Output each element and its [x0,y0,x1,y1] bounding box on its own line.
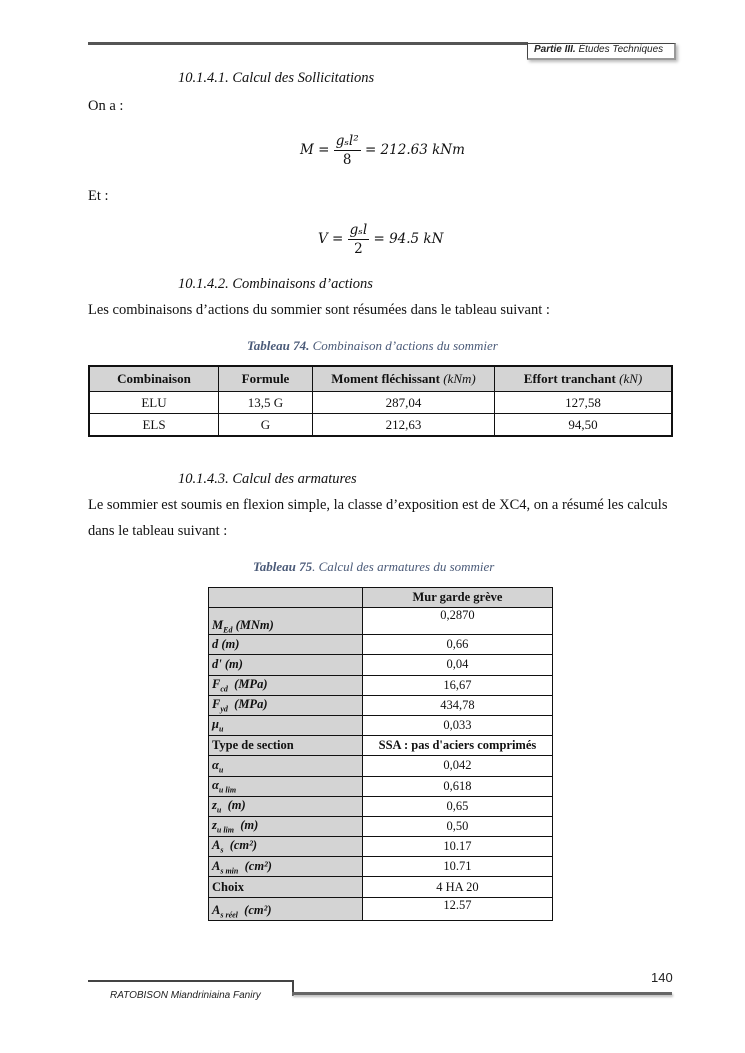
row-label-fyd: $F_{yd}$ (MPa) [209,695,363,715]
paragraph-armatures-2: dans le tableau suivant : [88,523,228,539]
table74-header-row [89,366,672,392]
table74-header: Moment fléchissant (kNm) [313,366,495,392]
table-row [209,635,553,655]
equation-shear [318,222,443,257]
table-cell: G [219,414,313,437]
running-header [534,44,663,55]
table-cell: 0,65 [362,796,552,816]
row-label-type-section: Type de section [209,736,363,756]
table-row [89,392,672,414]
row-label-mu: $\mu_u$ [209,715,363,735]
row-label-zu: $z_u$ (m) [209,796,363,816]
table-cell: 0,66 [362,635,552,655]
row-label-zulim: $z_{u lim}$ (m) [209,816,363,836]
table-row [209,877,553,897]
paragraph-et: Et : [88,188,109,204]
table74-header: Effort tranchant (kN) [495,366,673,392]
header-part: Partie III. [534,44,576,55]
table-cell: ELU [89,392,219,414]
row-label-alpha-ulim: $\alpha_{u lim}$ [209,776,363,796]
table74-header: Formule [219,366,313,392]
eq-v-numerator: gₛl [349,222,368,238]
table75-empty-cell [209,588,363,608]
table-combinaisons [88,365,673,437]
section-heading-sollicitations: 10.1.4.1. Calcul des Sollicitations [178,70,375,86]
table-cell: 10.17 [362,837,552,857]
table-row [209,796,553,816]
row-label-asmin: $A_{s min}$ (cm²) [209,857,363,877]
table-row [89,414,672,437]
row-label-alpha-u: $\alpha_u$ [209,756,363,776]
eq-m-lhs: M = [300,142,330,158]
section-heading-armatures: 10.1.4.3. Calcul des armatures [178,471,357,487]
row-label-med: $M_{Ed}$ (MNm) [209,608,363,635]
table-row [209,756,553,776]
table-row [209,715,553,735]
table74-caption-label: Tableau 74. [247,338,310,353]
row-label-fcd: $F_{cd}$ (MPa) [209,675,363,695]
paragraph-armatures-1: Le sommier est soumis en flexion simple, la classe d’exposition est de XC4, on a résumé les calculs [88,497,668,513]
row-label-asreel: $A_{s réel}$ (cm²) [209,897,363,920]
page-number: 140 [651,970,673,985]
row-label-d-prime: d' (m) [209,655,363,675]
table75-caption-label: Tableau 75 [253,559,313,574]
table-cell: 0,618 [362,776,552,796]
eq-v-denominator: 2 [354,241,363,257]
table-cell: 0,042 [362,756,552,776]
table-cell: 287,04 [313,392,495,414]
table74-caption-text: Combinaison d’actions du sommier [309,338,498,353]
header-title: Études Techniques [578,44,664,55]
paragraph-on-a: On a : [88,98,124,114]
equation-moment [300,133,465,168]
table-row [209,857,553,877]
eq-m-denominator: 8 [342,152,352,168]
table-cell: 10.71 [362,857,552,877]
table-cell: 434,78 [362,695,552,715]
table74-caption [247,338,498,354]
table-cell: 0,033 [362,715,552,735]
table-cell: ELS [89,414,219,437]
row-label-as: $A_s$ (cm²) [209,837,363,857]
table75-caption [253,559,494,575]
table-cell: SSA : pas d'aciers comprimés [362,736,552,756]
table-cell: 13,5 G [219,392,313,414]
table-cell: 0,04 [362,655,552,675]
footer-rule [292,992,672,995]
header-rule [88,42,528,45]
table-cell: 0,2870 [362,608,552,635]
table-cell: 212,63 [313,414,495,437]
table-cell: 127,58 [495,392,673,414]
table-armatures [208,587,553,921]
table-row [209,736,553,756]
row-label-d: d (m) [209,635,363,655]
table-row [209,837,553,857]
table-row [209,776,553,796]
table75-header-row [209,588,553,608]
eq-v-fraction [348,222,370,257]
table-row [209,675,553,695]
eq-m-fraction [334,133,361,168]
table-row [209,897,553,920]
table74-header: Combinaison [89,366,219,392]
table-cell: 0,50 [362,816,552,836]
section-heading-combinaisons: 10.1.4.2. Combinaisons d’actions [178,276,373,292]
table-cell: 94,50 [495,414,673,437]
table-cell: 12.57 [362,897,552,920]
table-cell: 16,67 [362,675,552,695]
eq-v-rhs: = 94.5 kN [373,231,444,247]
eq-v-lhs: V = [318,231,344,247]
paragraph-combinaisons: Les combinaisons d’actions du sommier sont résumées dans le tableau suivant : [88,302,550,318]
table-row [209,608,553,635]
table75-column-header: Mur garde grève [362,588,552,608]
table-cell: 4 HA 20 [362,877,552,897]
footer-author: RATOBISON Miandriniaina Faniry [110,990,261,1001]
table-row [209,655,553,675]
table75-caption-text: . Calcul des armatures du sommier [312,559,495,574]
table-row [209,695,553,715]
table-row [209,816,553,836]
row-label-choix: Choix [209,877,363,897]
eq-m-rhs: = 212.63 kNm [364,142,465,158]
eq-m-numerator: gₛl² [335,133,359,149]
